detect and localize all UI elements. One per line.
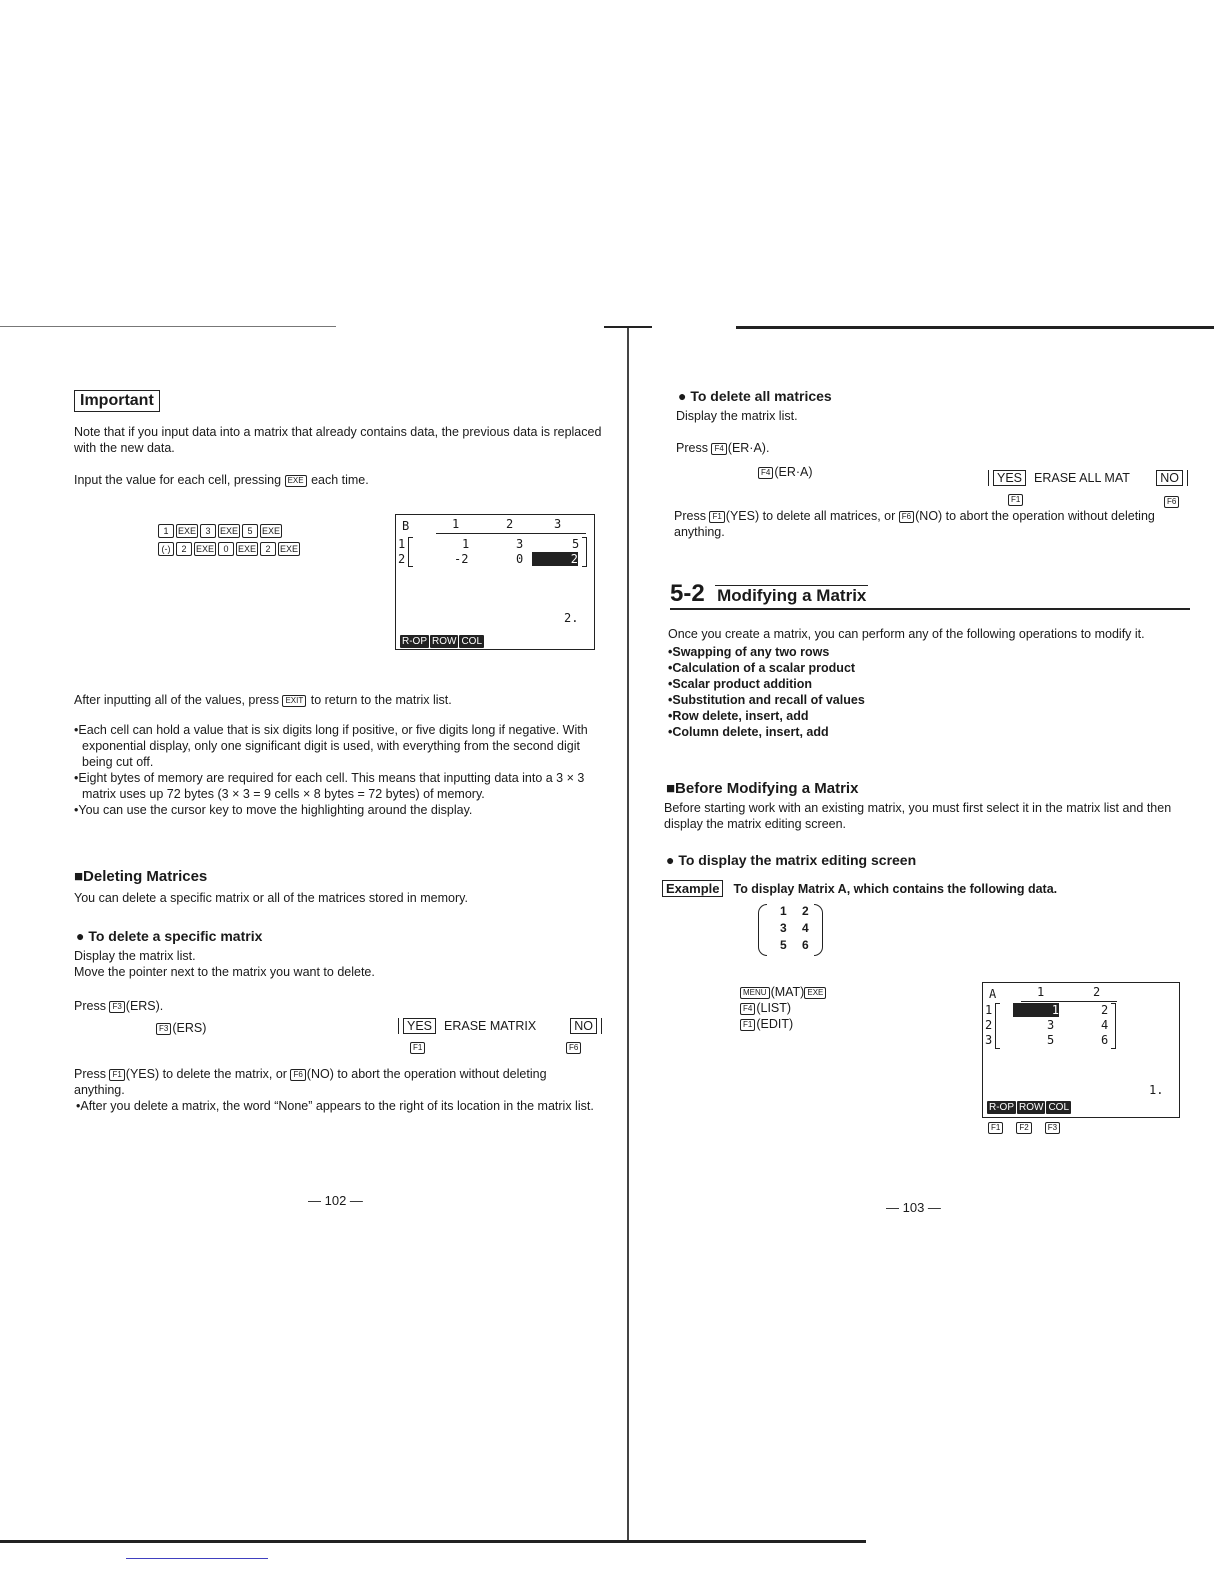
- matrix-name: B: [402, 519, 410, 533]
- prompt-no: NO: [570, 1018, 597, 1034]
- key-sequence-row-2: [158, 542, 300, 556]
- example-label: Example: [662, 880, 723, 897]
- col-underline: [436, 533, 586, 534]
- softkey-bar: [987, 1095, 1072, 1114]
- key-3: 3: [200, 524, 216, 538]
- f6-key: F6: [899, 511, 914, 523]
- important-box: [74, 390, 160, 412]
- after-text-before: After inputting all of the values, press: [74, 693, 279, 707]
- section-title: Modifying a Matrix: [717, 586, 867, 605]
- step-list: [740, 1000, 827, 1016]
- row-header: 2: [985, 1018, 993, 1032]
- f1-key: F1: [740, 1019, 755, 1031]
- row-header: 3: [985, 1033, 993, 1047]
- bracket-right: [582, 537, 587, 567]
- col-header: 3: [554, 517, 562, 531]
- prompt-no: NO: [1156, 470, 1183, 486]
- operation-item: •Substitution and recall of values: [668, 693, 865, 707]
- f1-key: F1: [709, 511, 724, 523]
- cell-selected: 2: [532, 552, 578, 566]
- key-sequence-row-1: [158, 524, 282, 538]
- press-label: Press: [74, 999, 106, 1013]
- softkey-row: ROW: [1019, 1102, 1044, 1113]
- gutter-line: [627, 328, 629, 1540]
- key-exe: EXE: [262, 526, 281, 536]
- after-input-text: [74, 692, 602, 708]
- matrix-entry: 2: [802, 904, 809, 918]
- fkeys-below-lcd: [988, 1122, 1061, 1134]
- yes-text-part: Press: [74, 1067, 106, 1081]
- bracket-left: [408, 537, 413, 567]
- era-label: (ER·A).: [727, 441, 770, 455]
- key-steps: [740, 984, 827, 1032]
- specific-step-1: Display the matrix list.: [74, 949, 196, 963]
- yes-text-part: Press: [674, 509, 706, 523]
- key-5: 5: [242, 524, 258, 538]
- bullet-item: •Each cell can hold a value that is six digits long if positive, or five digits long if negative. With exponential display, only one significant digit is used, with everything from the second digit being cut off.: [74, 723, 588, 769]
- ers-step-label: (ERS): [172, 1021, 207, 1035]
- exit-key: EXIT: [282, 695, 306, 707]
- col-header: 1: [1037, 985, 1045, 999]
- prompt-yes: YES: [993, 470, 1026, 486]
- cell: 5: [572, 537, 580, 551]
- press-ers: [74, 998, 163, 1014]
- erase-all-prompt: [988, 470, 1188, 486]
- operation-item: •Row delete, insert, add: [668, 709, 809, 723]
- step-mat: [740, 984, 827, 1000]
- erase-matrix-prompt: [398, 1018, 602, 1034]
- step-label: (MAT): [770, 985, 805, 999]
- input-text-before: Input the value for each cell, pressing: [74, 473, 282, 487]
- f3-key: F3: [156, 1023, 171, 1035]
- exe-key: EXE: [285, 475, 307, 487]
- matrix-entry: 6: [802, 938, 809, 952]
- bottom-rule: [0, 1540, 866, 1543]
- cell-selected: 1: [1013, 1003, 1059, 1017]
- example-matrix: [758, 904, 824, 956]
- yes-no-text: [674, 508, 1198, 540]
- cell: 3: [516, 537, 524, 551]
- prompt-text: ERASE MATRIX: [444, 1019, 537, 1033]
- operation-item: •Calculation of a scalar product: [668, 661, 856, 675]
- yes-no-text: [74, 1066, 598, 1098]
- f2-key: F2: [1016, 1122, 1031, 1134]
- prompt-text: ERASE ALL MAT: [1034, 471, 1130, 485]
- key-2: 2: [260, 542, 276, 556]
- none-bullet: •After you delete a matrix, the word “None” appears to the right of its location in the matrix list.: [76, 1099, 594, 1113]
- f6-key-below: F6: [1164, 496, 1179, 508]
- bullet-item: •You can use the cursor key to move the highlighting around the display.: [74, 803, 473, 817]
- lcd-matrix-b: [395, 514, 595, 650]
- yes-text-part: (NO) to abort the operation without deleting anything.: [674, 509, 1155, 539]
- f6-key-below: F6: [566, 1042, 581, 1054]
- press-label: Press: [676, 441, 708, 455]
- bullet-list: [74, 722, 596, 818]
- top-rule-right: [736, 326, 1214, 329]
- f1-key-below: F1: [1008, 494, 1023, 506]
- exe-key: EXE: [804, 987, 826, 999]
- before-heading: ■Before Modifying a Matrix: [666, 780, 859, 797]
- all-step-1: Display the matrix list.: [676, 409, 798, 423]
- cell: 5: [1047, 1033, 1055, 1047]
- section-number: 5-2: [670, 580, 705, 607]
- cell: 1: [462, 537, 470, 551]
- f1-key: F1: [109, 1069, 124, 1081]
- specific-step-2: Move the pointer next to the matrix you want to delete.: [74, 965, 375, 979]
- softkey-row: ROW: [432, 636, 457, 647]
- input-text-after: each time.: [311, 473, 369, 487]
- cell: 3: [1047, 1018, 1055, 1032]
- press-era: [676, 440, 769, 456]
- col-header: 1: [452, 517, 460, 531]
- f3-key: F3: [109, 1001, 124, 1013]
- ers-step: [156, 1020, 206, 1036]
- all-heading: ● To delete all matrices: [678, 388, 832, 404]
- key-exe: EXE: [220, 526, 239, 536]
- key-1: 1: [158, 524, 174, 538]
- key-negative: (-): [158, 542, 174, 556]
- display-heading: ● To display the matrix editing screen: [666, 852, 917, 868]
- before-text: Before starting work with an existing matrix, you must first select it in the matrix list and then display the matrix editing screen.: [664, 801, 1172, 831]
- matrix-entry: 4: [802, 921, 809, 935]
- step-edit: [740, 1016, 827, 1032]
- bullet-item: •Eight bytes of memory are required for each cell. This means that inputting data into a 3 × 3 matrix uses up 72 bytes (3 × 3 = 9 cells × 8 bytes = 72 bytes) of memory.: [74, 771, 585, 801]
- ers-label: (ERS).: [125, 999, 164, 1013]
- f4-key: F4: [711, 443, 726, 455]
- key-exe: EXE: [280, 544, 299, 554]
- operation-item: •Swapping of any two rows: [668, 645, 830, 659]
- softkey-bar: [400, 629, 485, 648]
- softkey-rop: R-OP: [402, 636, 427, 647]
- yes-text-part: (YES) to delete the matrix, or: [125, 1067, 287, 1081]
- f6-key: F6: [290, 1069, 305, 1081]
- softkey-rop: R-OP: [989, 1102, 1014, 1113]
- cell: 4: [1101, 1018, 1109, 1032]
- operation-item: •Column delete, insert, add: [668, 725, 829, 739]
- menu-key: MENU: [740, 987, 770, 999]
- section-heading: [670, 580, 1190, 608]
- softkey-col: COL: [461, 636, 483, 647]
- matrix-name: A: [989, 987, 997, 1001]
- f4-key: F4: [758, 467, 773, 479]
- bracket-left: [995, 1003, 1000, 1049]
- era-step: [758, 464, 813, 480]
- f4-key: F4: [740, 1003, 755, 1015]
- prompt-yes: YES: [403, 1018, 436, 1034]
- example-text: To display Matrix A, which contains the following data.: [733, 881, 1058, 896]
- col-underline: [1021, 1001, 1117, 1002]
- key-2: 2: [176, 542, 192, 556]
- cell: 2: [1101, 1003, 1109, 1017]
- paren-left: [758, 904, 767, 956]
- input-instruction: [74, 472, 602, 488]
- f3-key: F3: [1045, 1122, 1060, 1134]
- col-header: 2: [1093, 985, 1101, 999]
- era-step-label: (ER·A): [774, 465, 813, 479]
- step-label: (EDIT): [756, 1017, 794, 1031]
- matrix-entry: 3: [780, 921, 787, 935]
- cell: 6: [1101, 1033, 1109, 1047]
- deleting-text: You can delete a specific matrix or all of the matrices stored in memory.: [74, 891, 468, 905]
- operation-item: •Scalar product addition: [668, 677, 812, 691]
- section-rule: [670, 608, 1190, 610]
- bottom-rule-stub: [126, 1558, 268, 1559]
- yes-text-part: (YES) to delete all matrices, or: [725, 509, 896, 523]
- softkey-col: COL: [1048, 1102, 1070, 1113]
- key-exe: EXE: [178, 526, 197, 536]
- important-label: Important: [74, 390, 160, 412]
- row-header: 1: [398, 537, 406, 551]
- top-rule-left: [0, 326, 336, 327]
- page-number-left: — 102 —: [308, 1193, 363, 1208]
- deleting-heading: ■Deleting Matrices: [74, 868, 208, 885]
- row-header: 2: [398, 552, 406, 566]
- key-exe: EXE: [196, 544, 215, 554]
- lcd-matrix-a: [982, 982, 1180, 1118]
- important-text: Note that if you input data into a matrix that already contains data, the previous data is replaced with the new data.: [74, 425, 602, 455]
- paren-right: [814, 904, 823, 956]
- step-label: (LIST): [756, 1001, 792, 1015]
- matrix-entry: 5: [780, 938, 787, 952]
- section-intro: Once you create a matrix, you can perform any of the following operations to modify it.: [668, 627, 1145, 641]
- bracket-right: [1111, 1003, 1116, 1049]
- specific-heading: ● To delete a specific matrix: [76, 928, 263, 944]
- f1-key-below: F1: [410, 1042, 425, 1054]
- input-value: 1.: [1149, 1083, 1164, 1097]
- input-value: 2.: [564, 611, 579, 625]
- f1-key: F1: [988, 1122, 1003, 1134]
- row-header: 1: [985, 1003, 993, 1017]
- yes-text-part: (NO) to abort the operation without deleting anything.: [74, 1067, 547, 1097]
- example-line: [662, 880, 1057, 897]
- key-exe: EXE: [238, 544, 257, 554]
- col-header: 2: [506, 517, 514, 531]
- key-0: 0: [218, 542, 234, 556]
- after-text-after: to return to the matrix list.: [310, 693, 452, 707]
- page-number-right: — 103 —: [886, 1200, 941, 1215]
- cell: 0: [516, 552, 524, 566]
- matrix-entry: 1: [780, 904, 787, 918]
- cell: -2: [454, 552, 469, 566]
- operations-list: [668, 644, 865, 740]
